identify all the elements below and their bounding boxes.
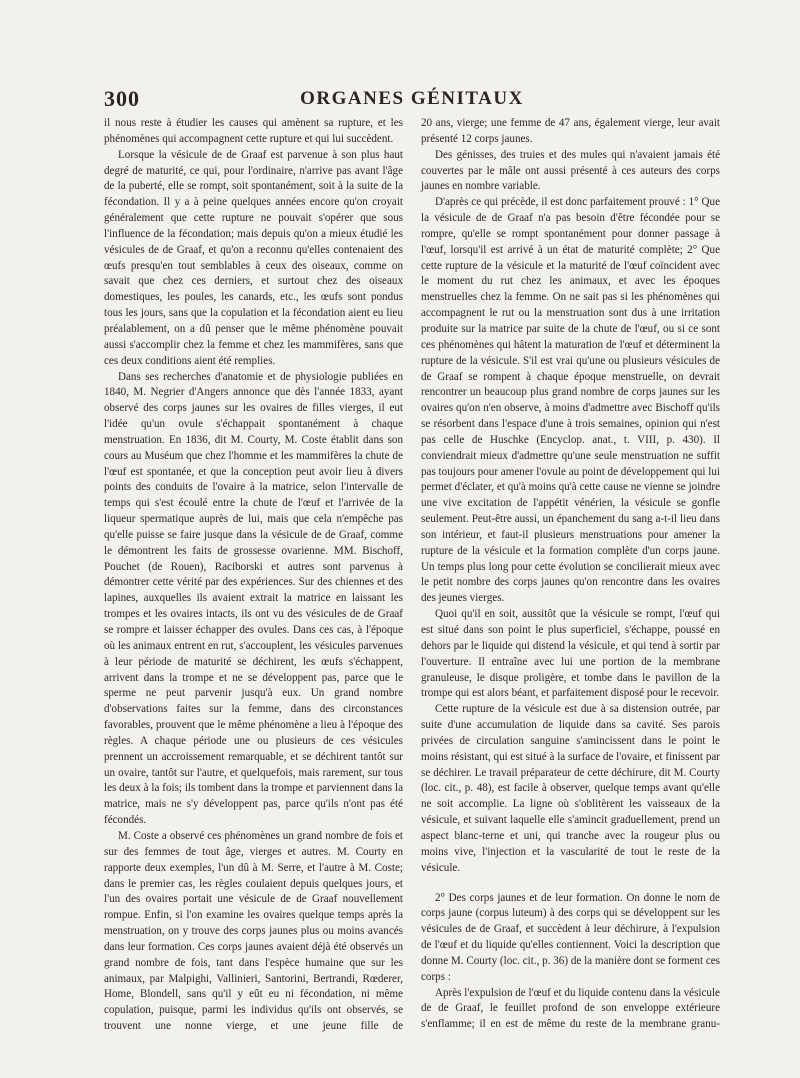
paragraph: 20 ans, vierge; une femme de 47 ans, également vierge, leur avait présenté 12 corps jaunes. [421, 117, 720, 145]
right-column [421, 116, 720, 1033]
section-heading-paragraph: 2° Des corps jaunes et de leur formation. On donne le nom de corps jaune (corpus luteum) à des corps qui se développent sur les vésicules de de Graaf, et succèdent à leur déchirure, à l'expulsion de l'œuf et du liquide qu'elles contiennent. Voici la description que donne M. Courty (loc. cit., p. 36) de la manière dont se forment ces corps : [421, 891, 720, 983]
paragraph: Après l'expulsion de l'œuf et du liquide contenu dans la vésicule de de Graaf, le feuillet profond de son enveloppe extérieure s'enflamme; il en est de même du reste de la membrane granu- [421, 986, 720, 1031]
paragraph: Cette rupture de la vésicule est due à sa distension outrée, par suite d'une accumulation de liquide dans sa cavité. Ses parois privées de circulation sanguine s'amincissent dans le point le moins résistant, qui est situé à la surface de l'ovaire, et finissent par se déchirer. Le travail préparateur de cette déchirure, dit M. Courty (loc. cit., p. 48), est facile à observer, quelque temps avant qu'elle ne soit accomplie. La ligne où s'oblitèrent les vaisseaux de la vésicule, et suivant laquelle elle s'amincit graduellement, prend un aspect blanc-terne et uni, qui tranche avec la rougeur plus ou moins vive, l'injection et la vascularité de tout le reste de la vésicule. [421, 703, 720, 874]
paragraph: M. Coste a observé ces phénomènes un grand nombre de fois et sur des femmes de tout âge, vierges et autres. M. Courty en rapporte deux exemples, l'un dû à M. Serre, et l'autre à M. Coste; dans le premier cas, les règles coulaient depuis quelques jours, et l'un des ovaires portait une vésicule de de Graaf nouvellement rompue. Enfin, si l'on examine les ovaires quelque temps après la menstruation, on y trouve des corps jaunes plus ou moins avancés dans leur formation. Ces corps jaunes avaient déjà été observés un grand nombre de fois, tant dans l'espèce humaine que sur les animaux, par Malpighi, Vallinieri, Santorini, Bertrandi, Rœderer, Home, Blondell, sans qu'il y eût eu ni fécondation, ni même copulation, puisque, parmi les individus qu'ils ont observés, se trouvent une nonne vierge, et une jeune fille de [104, 829, 403, 1033]
paragraph: Dans ses recherches d'anatomie et de physiologie publiées en 1840, M. Negrier d'Angers annonce que dès l'année 1833, ayant observé des corps jaunes sur les ovaires de filles vierges, il eut l'idée qu'un ovule s'échappait spontanément à chaque menstruation. En 1836, dit M. Courty, M. Coste établit dans son cours au Muséum que chez l'homme et les mammifères la chute de l'œuf est spontanée, et que la conception peut avoir lieu à divers points des conduits de l'ovaire à la matrice, selon l'intervalle de temps qui s'est écoulé entre la chute de l'œuf et l'arrivée de la liqueur spermatique auprès de lui, mais que cela n'empêche pas qu'elle puisse se faire jusque dans la vésicule de de Graaf, comme le démontrent les faits de grossesse ovarienne. MM. Bischoff, Pouchet (de Rouen), Raciborski et autres sont parvenus à démontrer cette vérité par des expériences. Sur des chiennes et des lapines, auxquelles ils avaient extrait la matrice en laissant les trompes et les ovaires intacts, ils ont vu des vésicules de de Graaf se rompre et laisser échapper des ovules. Dans ces cas, à l'époque où les animaux entrent en rut, s'accouplent, les vésicules parvenues à leur période de maturité se déchirent, les œufs s'échappent, arrivent dans la trompe et ne se développent pas, parce que le sperme ne peut parvenir jusqu'à eux. Un grand nombre d'observations faites sur la femme, dans des circonstances favorables, prouvent que le même phénomène a lieu à l'époque des règles. A chaque période une ou plusieurs de ces vésicules prennent un accroissement remarquable, et se déchirent tantôt sur un ovaire, tantôt sur l'autre, et quelquefois, mais rarement, sur tous les deux à la fois; ils tombent dans la trompe et parviennent dans la matrice, mais ne s'y développent pas, parce qu'ils n'ont pas été fécondés. [104, 370, 403, 827]
paragraph: Lorsque la vésicule de de Graaf est parvenue à son plus haut degré de maturité, ce qui, pour l'ordinaire, n'arrive pas avant l'âge de la puberté, elle se rompt, soit spontanément, soit à la suite de la fécondation. Il y a à peine quelques années encore qu'on croyait généralement que cette rupture ne pouvait s'opérer que sous l'influence de la fécondation; mais depuis qu'on a mieux étudié les vésicules de de Graaf, et qu'on a reconnu qu'elles contenaient des œufs presqu'en tout semblables à ceux des oiseaux, comme on savait que chez ces derniers, et surtout chez des oiseaux domestiques, les poules, les canards, etc., les œufs sont pondus tous les jours, sans que la copulation et la fécondation aient eu lieu préalablement, on a dû penser que le même phénomène pouvait aussi s'accomplir chez la femme et chez les mammifères, sans que ces deux conditions aient été remplies. [104, 148, 403, 367]
running-title: ORGANES GÉNITAUX [300, 88, 524, 109]
page-number: 300 [104, 86, 140, 111]
left-column [104, 116, 403, 1035]
paragraph: Quoi qu'il en soit, aussitôt que la vésicule se rompt, l'œuf qui est situé dans son point le plus superficiel, s'échappe, poussé en dehors par le liquide qui distend la vésicule, et qui tend à sortir par l'ouverture. Il entraîne avec lui une portion de la membrane granuleuse, le disque proligère, et tombe dans le pavillon de la trompe qui est alors béant, et parfaitement disposé pour le recevoir. [421, 608, 720, 700]
paragraph: il nous reste à étudier les causes qui amènent sa rupture, et les phénomènes qui accompagnent cette rupture et qui lui succèdent. [104, 117, 403, 145]
paragraph: D'après ce qui précède, il est donc parfaitement prouvé : 1° Que la vésicule de de Graaf n'a pas besoin d'être fécondée pour se rompre, qu'elle se rompt spontanément pour donner passage à l'œuf, lorsqu'il est arrivé à un état de maturité complète; 2° Que cette rupture de la vésicule et la maturité de l'œuf coïncident avec le moment du rut chez les animaux, et avec les époques menstruelles chez la femme. On ne sait pas si les phénomènes qui accompagnent le rut ou la menstruation sont dus à une irritation produite sur la matrice par suite de la chute de l'œuf, ou si ce sont ces phénomènes qui hâtent la maturation de l'œuf et déterminent la rupture de la vésicule. S'il est vrai qu'une ou plusieurs vésicules de de Graaf se rompent à chaque époque menstruelle, on devrait rencontrer un beaucoup plus grand nombre de corps jaunes sur les ovaires qu'on n'en observe, à moins d'admettre avec Bischoff qu'ils se résorbent dans l'espace d'une à trois semaines, opinion qui n'est pas celle de Huschke (Encyclop. anat., t. VIII, p. 430). Il conviendrait mieux d'admettre qu'une seule menstruation ne suffit pas toujours pour amener l'ovule au point de développement qui lui permet d'éclater, et qu'à moins qu'à cette cause ne vienne se joindre une vive excitation de l'appétit vénérien, la vésicule se gonfle seulement. Peut-être aussi, un épanchement du sang a-t-il lieu dans son intérieur, et faut-il plusieurs menstruations pour amener la rupture de la vésicule et la formation complète d'un corps jaune. Un temps plus long pour cette évolution se concilierait mieux avec le petit nombre des corps jaunes qu'on rencontre dans les ovaires des jeunes vierges. [421, 196, 720, 605]
paragraph: Des génisses, des truies et des mules qui n'avaient jamais été couvertes par le mâle ont aussi présenté à ces auteurs des corps jaunes en nombre variable. [421, 148, 720, 193]
page-header [104, 86, 720, 112]
